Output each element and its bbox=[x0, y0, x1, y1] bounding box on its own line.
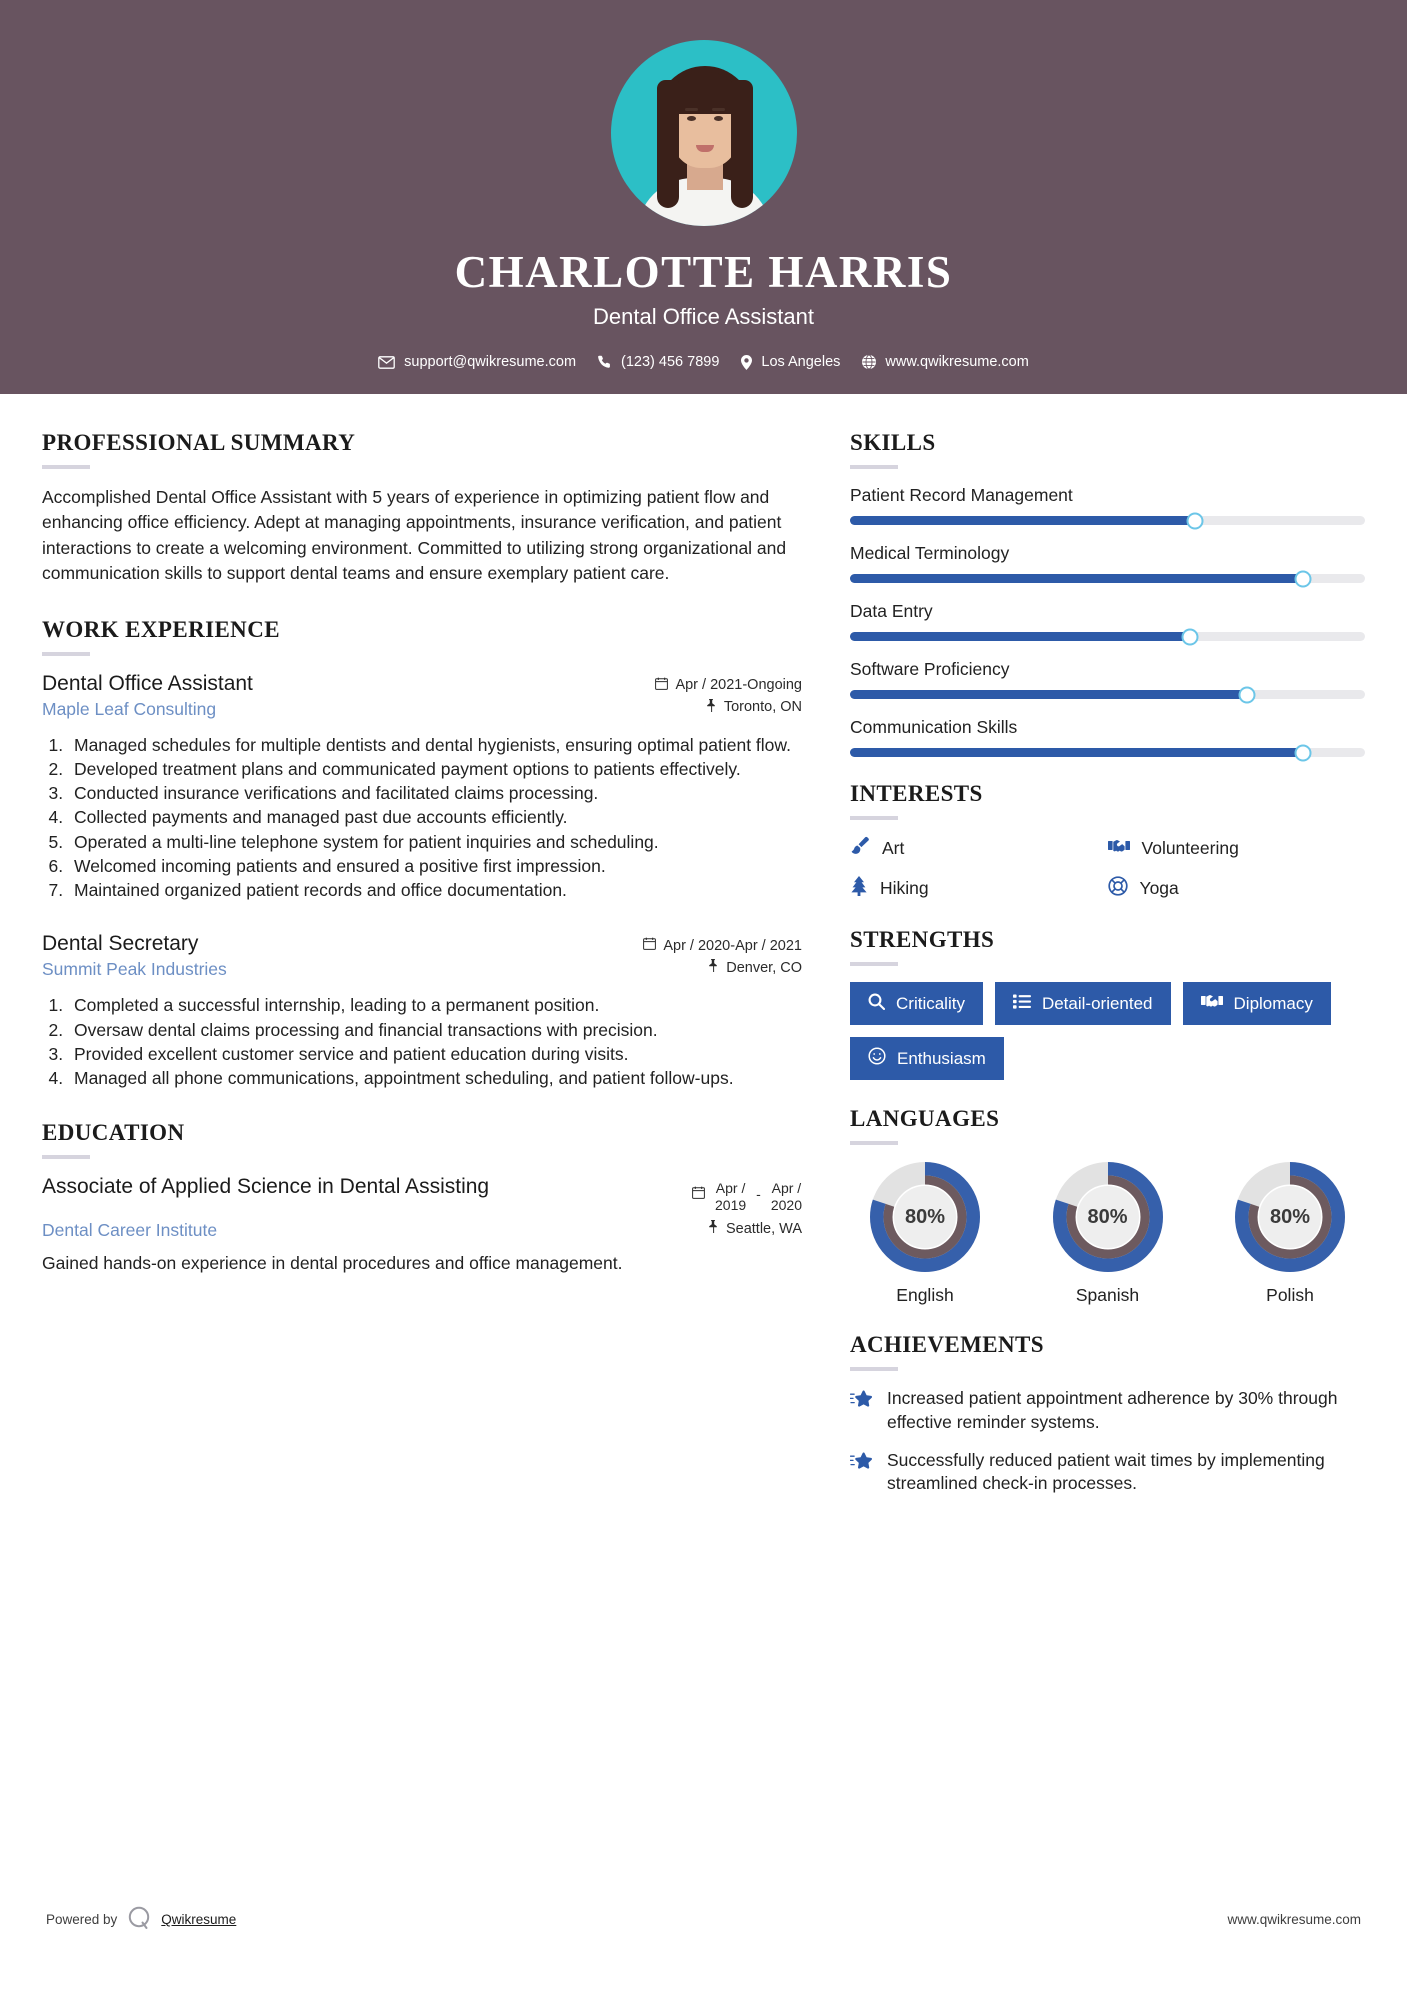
strength-label: Diplomacy bbox=[1233, 993, 1313, 1013]
language-item bbox=[1033, 1161, 1183, 1306]
skill-item bbox=[850, 485, 1365, 525]
qwikresume-brand-link[interactable]: Qwikresume bbox=[161, 1912, 237, 1927]
skill-label: Communication Skills bbox=[850, 717, 1018, 737]
work-entry bbox=[42, 672, 802, 903]
candidate-name: CHARLOTTE HARRIS bbox=[454, 247, 953, 297]
pin-icon bbox=[708, 959, 719, 976]
skill-knob[interactable] bbox=[1295, 744, 1312, 761]
strength-chip-diplomacy[interactable] bbox=[1183, 982, 1331, 1025]
interest-label: Art bbox=[882, 838, 905, 858]
section-rule bbox=[850, 962, 898, 966]
interest-label: Yoga bbox=[1139, 878, 1179, 898]
skill-label: Medical Terminology bbox=[850, 543, 1010, 563]
section-rule bbox=[850, 1141, 898, 1145]
section-title-achievements: ACHIEVEMENTS bbox=[850, 1332, 1044, 1357]
work-organization: Summit Peak Industries bbox=[42, 959, 227, 980]
work-bullet: 1. Managed schedules for multiple dentists and dental hygienists, ensuring optimal patient flow. bbox=[68, 734, 802, 757]
pin-icon bbox=[706, 699, 717, 716]
work-dates: Apr / 2020-Apr / 2021 bbox=[663, 937, 802, 954]
work-bullet: 1. Completed a successful internship, leading to a permanent position. bbox=[68, 994, 802, 1017]
skill-track[interactable] bbox=[850, 574, 1365, 583]
strength-chip-criticality[interactable] bbox=[850, 982, 983, 1025]
interest-item bbox=[850, 836, 1108, 861]
interest-item bbox=[1108, 876, 1366, 901]
skill-fill bbox=[850, 690, 1247, 699]
section-languages bbox=[850, 1106, 1365, 1306]
skill-label: Patient Record Management bbox=[850, 485, 1073, 505]
search-icon bbox=[868, 993, 885, 1015]
interests-grid bbox=[850, 836, 1365, 901]
avatar-brow-left bbox=[685, 108, 698, 111]
contact-website[interactable] bbox=[862, 354, 1028, 370]
avatar bbox=[611, 40, 797, 226]
education-organization: Dental Career Institute bbox=[42, 1220, 218, 1241]
work-bullets bbox=[68, 734, 802, 903]
language-percent: 80% bbox=[1087, 1205, 1128, 1228]
skill-fill bbox=[850, 632, 1190, 641]
right-column bbox=[850, 430, 1365, 1510]
education-degree: Associate of Applied Science in Dental Assisting bbox=[42, 1175, 490, 1199]
language-label: Polish bbox=[1266, 1285, 1314, 1305]
section-skills bbox=[850, 430, 1365, 757]
language-percent: 80% bbox=[1269, 1205, 1311, 1228]
skill-knob[interactable] bbox=[1295, 570, 1312, 587]
education-date-start-month: Apr / bbox=[715, 1180, 746, 1197]
skill-track[interactable] bbox=[850, 516, 1365, 525]
strengths-list bbox=[850, 982, 1365, 1080]
section-professional-summary bbox=[42, 430, 802, 587]
calendar-icon bbox=[643, 937, 656, 954]
strength-label: Enthusiasm bbox=[897, 1048, 986, 1068]
skill-knob[interactable] bbox=[1187, 512, 1204, 529]
contact-location-text: Los Angeles bbox=[761, 354, 841, 370]
language-donut bbox=[869, 1161, 981, 1273]
contact-email-text: support@qwikresume.com bbox=[404, 354, 577, 370]
interest-label: Hiking bbox=[880, 878, 929, 898]
powered-by bbox=[46, 1905, 236, 1934]
language-donut bbox=[1052, 1161, 1164, 1273]
strength-label: Detail-oriented bbox=[1041, 993, 1153, 1013]
candidate-job-title: Dental Office Assistant bbox=[593, 304, 814, 329]
contact-location[interactable] bbox=[741, 354, 840, 370]
list-icon bbox=[1013, 994, 1031, 1014]
page-footer bbox=[0, 1905, 1407, 1934]
work-bullet: 2. Developed treatment plans and communicated payment options to patients effectively. bbox=[68, 758, 802, 781]
interest-item bbox=[850, 876, 1108, 901]
skill-item bbox=[850, 659, 1365, 699]
section-title-skills: SKILLS bbox=[850, 430, 936, 455]
language-label: English bbox=[896, 1285, 954, 1305]
calendar-icon bbox=[655, 677, 668, 694]
skill-label: Data Entry bbox=[850, 601, 933, 621]
education-entry bbox=[42, 1175, 802, 1275]
handshake-icon bbox=[1201, 992, 1223, 1015]
avatar-brow-right bbox=[712, 108, 725, 111]
section-title-education: EDUCATION bbox=[42, 1120, 185, 1146]
powered-by-label: Powered by bbox=[46, 1912, 118, 1927]
work-bullet: 5. Operated a multi-line telephone system for patient inquiries and scheduling. bbox=[68, 831, 802, 854]
work-bullet: 7. Maintained organized patient records and office documentation. bbox=[68, 879, 802, 902]
skill-knob[interactable] bbox=[1238, 686, 1255, 703]
section-title-summary: PROFESSIONAL SUMMARY bbox=[42, 430, 356, 455]
section-title-interests: INTERESTS bbox=[850, 781, 983, 806]
paintbrush-icon bbox=[850, 836, 870, 861]
section-title-work: WORK EXPERIENCE bbox=[42, 616, 280, 642]
qwikresume-logo-icon bbox=[126, 1905, 152, 1934]
skill-fill bbox=[850, 748, 1303, 757]
pin-icon bbox=[708, 1220, 719, 1237]
phone-icon bbox=[598, 355, 612, 369]
education-location: Seattle, WA bbox=[725, 1220, 802, 1237]
section-rule bbox=[850, 816, 898, 820]
skill-label: Software Proficiency bbox=[850, 659, 1010, 679]
avatar-hair-right bbox=[731, 80, 753, 208]
work-entry bbox=[42, 932, 802, 1090]
contact-phone[interactable] bbox=[598, 354, 719, 370]
strength-chip-enthusiasm[interactable] bbox=[850, 1037, 1004, 1080]
avatar-hair-left bbox=[657, 80, 679, 208]
education-date-end bbox=[771, 1180, 802, 1214]
contact-email[interactable] bbox=[378, 354, 576, 370]
language-item bbox=[850, 1161, 1000, 1306]
work-bullet: 6. Welcomed incoming patients and ensured a positive first impression. bbox=[68, 855, 802, 878]
star-icon bbox=[850, 1449, 874, 1497]
contact-website-text: www.qwikresume.com bbox=[885, 354, 1029, 370]
skill-fill bbox=[850, 574, 1303, 583]
section-rule bbox=[42, 1155, 90, 1159]
work-bullet: 4. Managed all phone communications, appointment scheduling, and patient follow-ups. bbox=[68, 1067, 802, 1090]
language-donut bbox=[1234, 1161, 1346, 1273]
handshake-icon bbox=[1108, 837, 1130, 860]
skill-item bbox=[850, 601, 1365, 641]
education-date-separator: - bbox=[756, 1186, 761, 1203]
work-bullet: 4. Collected payments and managed past due accounts efficiently. bbox=[68, 806, 802, 829]
smiley-icon bbox=[868, 1047, 886, 1070]
skill-track[interactable] bbox=[850, 632, 1365, 641]
achievement-item bbox=[850, 1387, 1365, 1435]
summary-text: Accomplished Dental Office Assistant with 5 years of experience in optimizing patient flow and enhancing office efficiency. Adept at managing appointments, insurance verification, and patient interactions to create a welcoming environment. Committed to utilizing strong organizational and communication skills to support dental teams and ensure exemplary patient care. bbox=[42, 487, 787, 584]
calendar-icon bbox=[692, 1180, 705, 1202]
section-rule bbox=[42, 465, 90, 469]
life-ring-icon bbox=[1108, 876, 1128, 901]
language-label: Spanish bbox=[1075, 1285, 1140, 1305]
skill-knob[interactable] bbox=[1181, 628, 1198, 645]
education-description: Gained hands-on experience in dental procedures and office management. bbox=[42, 1253, 623, 1274]
star-icon bbox=[850, 1387, 874, 1435]
envelope-icon bbox=[378, 356, 395, 369]
achievement-text: Successfully reduced patient wait times by implementing streamlined check-in processes. bbox=[887, 1449, 1325, 1494]
achievements-list bbox=[850, 1387, 1365, 1496]
education-date-end-month: Apr / bbox=[771, 1180, 802, 1197]
work-bullets bbox=[68, 994, 802, 1090]
avatar-eye-right bbox=[714, 116, 723, 121]
education-date-start-year: 2019 bbox=[715, 1197, 747, 1214]
skill-item bbox=[850, 717, 1365, 757]
section-work-experience bbox=[42, 617, 802, 1091]
avatar-eye-left bbox=[687, 116, 696, 121]
interest-item bbox=[1108, 836, 1366, 861]
skill-fill bbox=[850, 516, 1195, 525]
language-percent: 80% bbox=[904, 1205, 946, 1228]
work-location: Toronto, ON bbox=[723, 699, 802, 715]
tree-icon bbox=[850, 876, 868, 901]
contact-bar bbox=[378, 354, 1029, 370]
work-role: Dental Secretary bbox=[42, 932, 199, 956]
location-pin-icon bbox=[741, 355, 752, 370]
education-date-start bbox=[715, 1180, 746, 1214]
work-organization: Maple Leaf Consulting bbox=[42, 698, 217, 719]
left-column bbox=[42, 430, 802, 1510]
section-interests bbox=[850, 781, 1365, 901]
work-bullet: 2. Oversaw dental claims processing and financial transactions with precision. bbox=[68, 1019, 802, 1042]
section-achievements bbox=[850, 1332, 1365, 1496]
language-item bbox=[1215, 1161, 1365, 1306]
globe-icon bbox=[862, 355, 876, 369]
skill-track[interactable] bbox=[850, 690, 1365, 699]
work-bullet: 3. Conducted insurance verifications and facilitated claims processing. bbox=[68, 782, 802, 805]
work-location: Denver, CO bbox=[726, 959, 802, 976]
section-strengths bbox=[850, 927, 1365, 1080]
strength-label: Criticality bbox=[896, 993, 965, 1013]
section-education bbox=[42, 1120, 802, 1275]
achievement-text: Increased patient appointment adherence by 30% through effective reminder systems. bbox=[887, 1388, 1338, 1432]
interest-label: Volunteering bbox=[1141, 838, 1239, 858]
resume-header bbox=[0, 0, 1407, 394]
skill-item bbox=[850, 543, 1365, 583]
achievement-item bbox=[850, 1449, 1365, 1497]
strength-chip-detail-oriented[interactable] bbox=[995, 982, 1171, 1025]
section-rule bbox=[850, 1367, 898, 1371]
resume-body bbox=[0, 394, 1407, 1510]
contact-phone-text: (123) 456 7899 bbox=[621, 354, 720, 370]
work-role: Dental Office Assistant bbox=[42, 671, 253, 695]
education-date-end-year: 2020 bbox=[770, 1197, 802, 1214]
languages-list bbox=[850, 1161, 1365, 1306]
work-dates: Apr / 2021-Ongoing bbox=[675, 677, 802, 693]
skill-track[interactable] bbox=[850, 748, 1365, 757]
footer-website[interactable]: www.qwikresume.com bbox=[1227, 1912, 1361, 1927]
section-title-languages: LANGUAGES bbox=[850, 1106, 1000, 1131]
section-title-strengths: STRENGTHS bbox=[850, 927, 995, 952]
section-rule bbox=[850, 465, 898, 469]
work-bullet: 3. Provided excellent customer service and patient education during visits. bbox=[68, 1043, 802, 1066]
section-rule bbox=[42, 652, 90, 656]
